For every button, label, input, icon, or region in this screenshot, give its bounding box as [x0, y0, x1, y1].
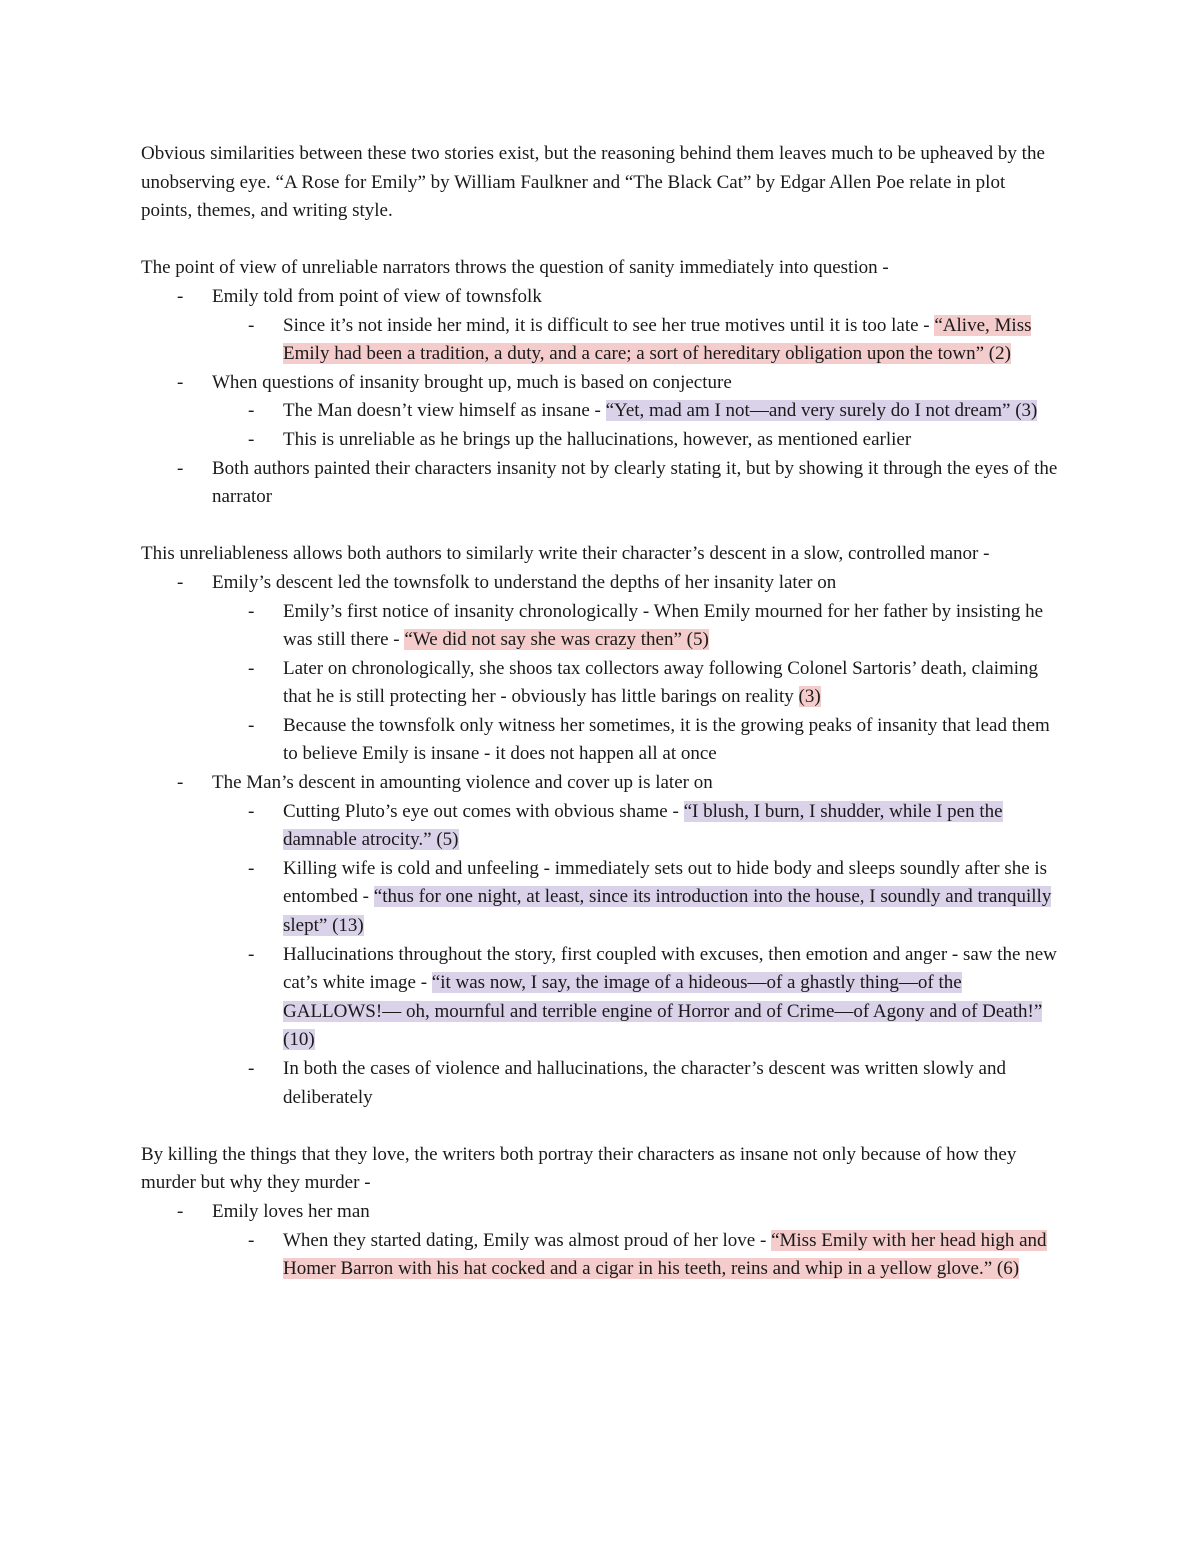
- list-item: [212, 312, 1061, 369]
- paragraph-gap: [141, 226, 1061, 255]
- bullet-dash: -: [248, 1229, 255, 1251]
- sub-list: [141, 798, 1061, 1113]
- bullet-dash: -: [177, 457, 184, 479]
- list-item-text: Emily told from point of view of townsfolk: [212, 285, 542, 307]
- list-item-text: When questions of insanity brought up, much is based on conjecture: [212, 371, 732, 393]
- bullet-dash: -: [177, 285, 184, 307]
- list-item-text: Both authors painted their characters insanity not by clearly stating it, but by showing it through the eyes of the narrator: [212, 457, 1058, 508]
- bullet-dash: -: [248, 714, 255, 736]
- list-item: [141, 1198, 1061, 1284]
- list-item: [141, 769, 1061, 1112]
- paragraph-gap: [141, 512, 1061, 541]
- bullet-dash: -: [248, 314, 255, 336]
- list-item: [141, 283, 1061, 369]
- highlighted-quote: (3): [798, 686, 821, 708]
- sub-list: [141, 1227, 1061, 1284]
- bullet-dash: -: [248, 943, 255, 965]
- bullet-dash: -: [248, 857, 255, 879]
- list-item: [212, 712, 1061, 769]
- list-item-text: Hallucinations throughout the story, first coupled with excuses, then emotion and anger - saw the new cat’s white image -: [283, 943, 1057, 994]
- section-3-list: [141, 1198, 1061, 1284]
- sub-list: [141, 397, 1061, 454]
- list-item-text: In both the cases of violence and hallucinations, the character’s descent was written slowly and deliberately: [283, 1058, 1006, 1108]
- list-item-text: Emily’s first notice of insanity chronologically - When Emily mourned for her father by insisting he was still there -: [283, 600, 1044, 651]
- bullet-dash: -: [248, 1058, 255, 1079]
- list-item: [212, 855, 1061, 941]
- highlighted-quote: “thus for one night, at least, since its introduction into the house, I soundly and tranquilly slept” (13): [283, 886, 1052, 937]
- list-item: [212, 655, 1061, 712]
- list-item: [212, 397, 1061, 426]
- bullet-dash: -: [248, 400, 255, 422]
- list-item-text: Because the townsfolk only witness her sometimes, it is the growing peaks of insanity that lead them to believe Emily is insane - it does not happen all at once: [283, 714, 1050, 765]
- list-item: [212, 1055, 1061, 1112]
- list-item-text: When they started dating, Emily was almost proud of her love -: [283, 1229, 772, 1251]
- paragraph-gap: [141, 1112, 1061, 1141]
- list-item: [212, 598, 1061, 655]
- bullet-dash: -: [248, 600, 255, 622]
- bullet-dash: -: [248, 428, 255, 450]
- bullet-dash: -: [177, 371, 184, 393]
- document-body: [141, 140, 1061, 1284]
- list-item: [212, 798, 1061, 855]
- bullet-dash: -: [177, 772, 184, 794]
- section-1-list: [141, 283, 1061, 512]
- sub-list: [141, 598, 1061, 770]
- bullet-dash: -: [248, 800, 255, 822]
- list-item-text: The Man’s descent in amounting violence and cover up is later on: [212, 772, 713, 794]
- bullet-dash: -: [248, 657, 255, 679]
- section-2-heading: This unreliableness allows both authors to similarly write their character’s descent in a slow, controlled manor -: [141, 543, 990, 565]
- list-item: [212, 1227, 1061, 1284]
- list-item: [141, 369, 1061, 455]
- list-item-text: Since it’s not inside her mind, it is difficult to see her true motives until it is too late -: [283, 314, 935, 336]
- intro-paragraph: Obvious similarities between these two stories exist, but the reasoning behind them leaves much to be upheaved by the unobserving eye. “A Rose for Emily” by William Faulkner and “The Black Cat” by Edgar Allen Poe relate in plot points, themes, and writing style.: [141, 143, 1045, 222]
- list-item-text: Cutting Pluto’s eye out comes with obvious shame -: [283, 800, 684, 822]
- highlighted-quote: “We did not say she was crazy then” (5): [404, 629, 709, 651]
- list-item-text: Emily’s descent led the townsfolk to understand the depths of her insanity later on: [212, 571, 837, 593]
- list-item-text: The Man doesn’t view himself as insane -: [283, 400, 606, 422]
- list-item-text: Later on chronologically, she shoos tax collectors away following Colonel Sartoris’ death, claiming that he is still protecting her - obviously has little barings on reality: [283, 657, 1039, 708]
- highlighted-quote: “Miss Emily with her head high and Homer Barron with his hat cocked and a cigar in his teeth, reins and whip in a yellow glove.” (6): [283, 1229, 1047, 1280]
- list-item-text: Killing wife is cold and unfeeling - immediately sets out to hide body and sleeps soundly after she is entombed -: [283, 857, 1048, 908]
- highlighted-quote: “Yet, mad am I not—and very surely do I not dream” (3): [605, 400, 1038, 422]
- list-item-text: This is unreliable as he brings up the hallucinations, however, as mentioned earlier: [283, 428, 912, 450]
- section-2-list: [141, 569, 1061, 1112]
- list-item: [212, 941, 1061, 1055]
- list-item: [141, 455, 1061, 512]
- list-item: [141, 569, 1061, 769]
- bullet-dash: -: [177, 1200, 184, 1222]
- list-item-text: Emily loves her man: [212, 1200, 370, 1222]
- highlighted-quote: “I blush, I burn, I shudder, while I pen the damnable atrocity.” (5): [283, 800, 1003, 851]
- highlighted-quote: “it was now, I say, the image of a hideous—of a ghastly thing—of the GALLOWS!— oh, mournful and terrible engine of Horror and of Crime—of Agony and of Death!” (10): [283, 972, 1043, 1051]
- bullet-dash: -: [177, 571, 184, 593]
- list-item: [212, 426, 1061, 455]
- highlighted-quote: “Alive, Miss Emily had been a tradition, a duty, and a care; a sort of hereditary obligation upon the town” (2): [283, 314, 1032, 365]
- section-1-heading: The point of view of unreliable narrators throws the question of sanity immediately into question -: [141, 257, 889, 279]
- sub-list: [141, 312, 1061, 369]
- section-3-heading: By killing the things that they love, the writers both portray their characters as insane not only because of how they murder but why they murder -: [141, 1143, 1017, 1194]
